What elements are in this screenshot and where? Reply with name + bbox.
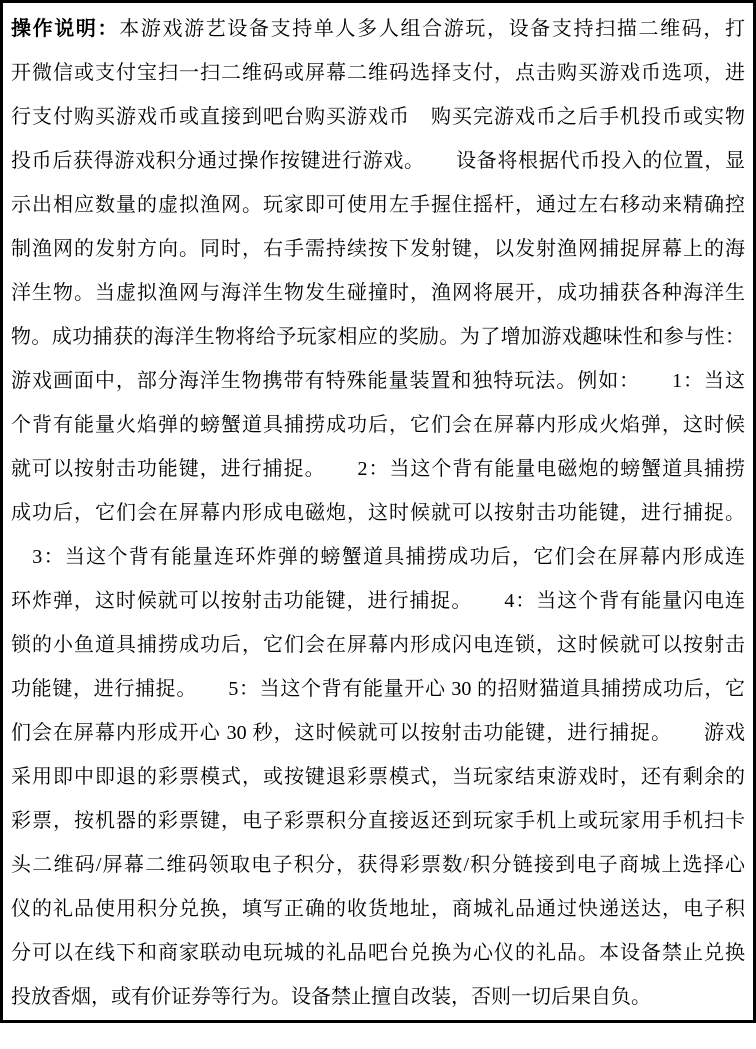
text-line: 示出相应数量的虚拟渔网。玩家即可使用左手握住摇杆，通过左右移动来精确控	[11, 194, 745, 216]
text-line: 制渔网的发射方向。同时，右手需持续按下发射键，以发射渔网捕捉屏幕上的海	[11, 238, 745, 260]
text-line: 物。成功捕获的海洋生物将给予玩家相应的奖励。为了增加游戏趣味性和参与性：	[11, 326, 745, 348]
text-line: 个背有能量火焰弹的螃蟹道具捕捞成功后，它们会在屏幕内形成火焰弹，这时候	[11, 414, 745, 436]
text-line: 头二维码/屏幕二维码领取电子积分，获得彩票数/积分链接到电子商城上选择心	[11, 854, 745, 876]
text-line: 投币后获得游戏积分通过操作按键进行游戏。 设备将根据代币投入的位置，显	[11, 150, 745, 172]
text-line: 彩票，按机器的彩票键，电子彩票积分直接返还到玩家手机上或玩家用手机扫卡	[11, 810, 745, 832]
text-line: 环炸弹，这时候就可以按射击功能键，进行捕捉。 4：当这个背有能量闪电连	[11, 590, 745, 612]
text-line: 3：当这个背有能量连环炸弹的螃蟹道具捕捞成功后，它们会在屏幕内形成连	[11, 546, 745, 568]
text-line: 开微信或支付宝扫一扫二维码或屏幕二维码选择支付，点击购买游戏币选项，进	[11, 62, 745, 84]
text-line: 功能键，进行捕捉。 5：当这个背有能量开心 30 的招财猫道具捕捞成功后，它	[11, 678, 745, 700]
text-line: 仪的礼品使用积分兑换，填写正确的收货地址，商城礼品通过快递送达，电子积	[11, 898, 745, 920]
text-line: 就可以按射击功能键，进行捕捉。 2：当这个背有能量电磁炮的螃蟹道具捕捞	[11, 458, 745, 480]
text-line: 分可以在线下和商家联动电玩城的礼品吧台兑换为心仪的礼品。本设备禁止兑换	[11, 942, 745, 964]
text-line: 投放香烟，或有价证券等行为。设备禁止擅自改装，否则一切后果自负。	[11, 986, 651, 1008]
text-line: 们会在屏幕内形成开心 30 秒，这时候就可以按射击功能键，进行捕捉。 游戏	[11, 722, 745, 744]
text-line: 游戏画面中，部分海洋生物携带有特殊能量装置和独特玩法。例如： 1：当这	[11, 370, 745, 392]
text-line: 洋生物。当虚拟渔网与海洋生物发生碰撞时，渔网将展开，成功捕获各种海洋生	[11, 282, 745, 304]
document-title: 操作说明：	[11, 18, 120, 40]
text-line: 采用即中即退的彩票模式，或按键退彩票模式，当玩家结束游戏时，还有剩余的	[11, 766, 745, 788]
text-line: 操作说明：本游戏游艺设备支持单人多人组合游玩，设备支持扫描二维码，打	[11, 18, 746, 40]
text-line: 行支付购买游戏币或直接到吧台购买游戏币 购买完游戏币之后手机投币或实物	[11, 106, 745, 128]
instruction-text	[11, 7, 745, 1019]
text-line: 成功后，它们会在屏幕内形成电磁炮，这时候就可以按射击功能键，进行捕捉。	[11, 502, 745, 524]
text-line: 锁的小鱼道具捕捞成功后，它们会在屏幕内形成闪电连锁，这时候就可以按射击	[11, 634, 745, 656]
